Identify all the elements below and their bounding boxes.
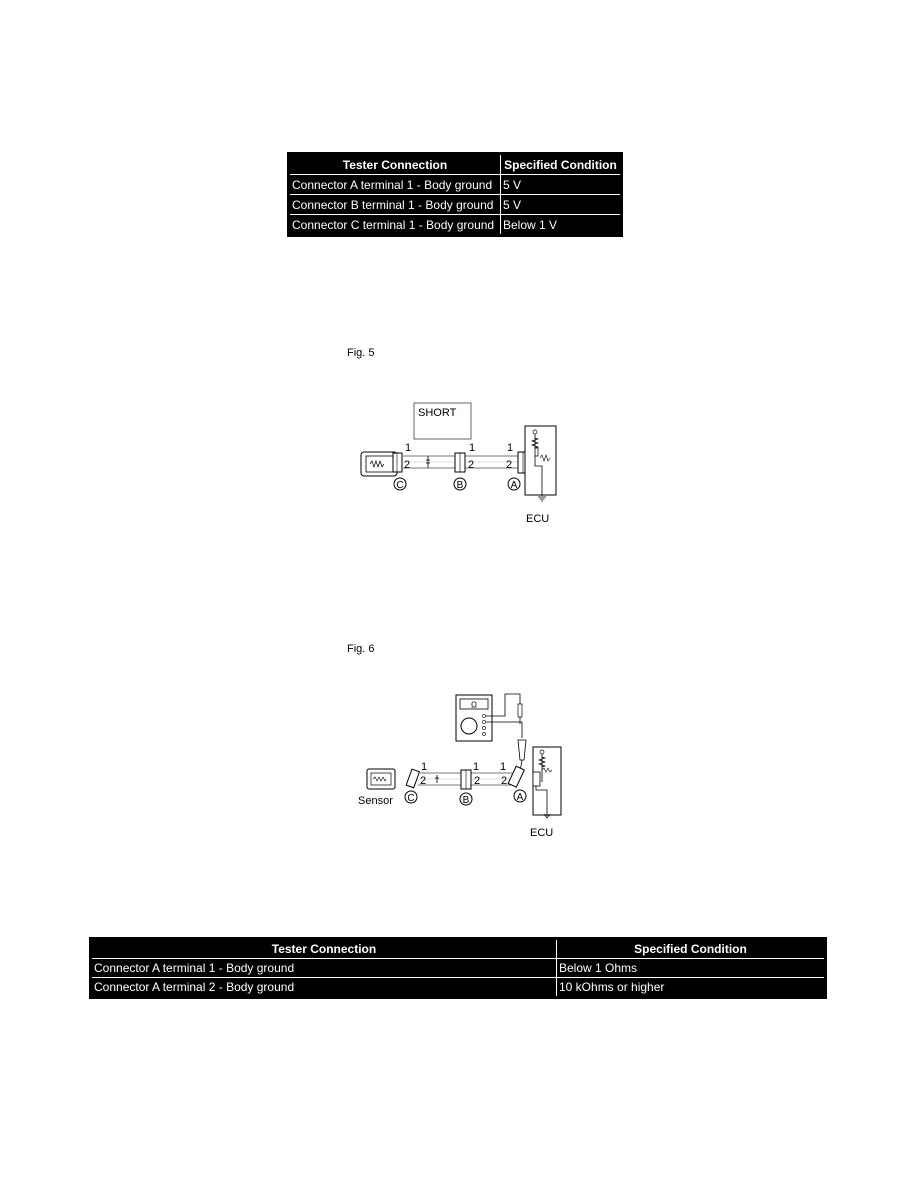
header-tester-connection: Tester Connection — [289, 154, 501, 175]
connector-a-label: A — [516, 792, 524, 803]
fig5-short-circuit-diagram — [355, 395, 570, 530]
pin-label: 1 — [500, 761, 507, 773]
connector-a-body — [508, 766, 524, 787]
multimeter-dial-icon — [461, 718, 477, 734]
pin-label: 1 — [507, 442, 514, 454]
sensor-label: Sensor — [358, 795, 393, 807]
cell-specified-condition: 10 kOhms or higher — [557, 978, 826, 998]
table-row — [289, 195, 621, 215]
table-header-row — [91, 939, 825, 959]
cell-tester-connection: Connector A terminal 2 - Body ground — [91, 978, 557, 998]
pin-label: 2 — [420, 775, 427, 787]
connector-c-label: C — [407, 793, 415, 804]
pin-label: 2 — [404, 459, 411, 471]
ecu-label: ECU — [526, 513, 550, 525]
probe-black — [518, 704, 522, 717]
ecu-label: ECU — [530, 827, 554, 839]
connector-c-label: C — [396, 480, 404, 491]
table-row — [91, 978, 825, 998]
fig6-resistance-check-diagram — [355, 690, 570, 840]
table-header-row — [289, 154, 621, 175]
cell-specified-condition: Below 1 V — [501, 215, 622, 236]
probe-red — [518, 740, 526, 760]
fig6-caption: Fig. 6 — [347, 643, 375, 655]
cell-tester-connection: Connector A terminal 1 - Body ground — [91, 959, 557, 978]
table-row — [289, 175, 621, 195]
pin-label: 1 — [473, 761, 480, 773]
cell-specified-condition: Below 1 Ohms — [557, 959, 826, 978]
pin-label: 2 — [474, 775, 481, 787]
cell-tester-connection: Connector A terminal 1 - Body ground — [289, 175, 501, 195]
short-label: SHORT — [418, 407, 457, 419]
pin-label: 1 — [421, 761, 428, 773]
header-specified-condition: Specified Condition — [557, 939, 826, 959]
voltage-spec-table — [288, 153, 622, 236]
header-specified-condition: Specified Condition — [501, 154, 622, 175]
cell-tester-connection: Connector C terminal 1 - Body ground — [289, 215, 501, 236]
connector-a-label: A — [510, 480, 518, 491]
pin-label: 1 — [405, 442, 412, 454]
connector-c-body — [406, 769, 419, 788]
connector-c-body — [393, 453, 402, 472]
cell-tester-connection: Connector B terminal 1 - Body ground — [289, 195, 501, 215]
cell-specified-condition: 5 V — [501, 195, 622, 215]
table-row — [289, 215, 621, 236]
connector-b-label: B — [462, 795, 470, 806]
pin-label: 2 — [501, 775, 508, 787]
connector-b-label: B — [456, 480, 464, 491]
pin-label: 2 — [506, 459, 513, 471]
cell-specified-condition: 5 V — [501, 175, 622, 195]
multimeter-display-text: Ω — [471, 700, 477, 710]
table-row — [91, 959, 825, 978]
header-tester-connection: Tester Connection — [91, 939, 557, 959]
pin-label: 2 — [468, 459, 475, 471]
resistance-spec-table — [90, 938, 826, 998]
fig5-caption: Fig. 5 — [347, 347, 375, 359]
ecu-body — [525, 426, 556, 495]
pin-label: 1 — [469, 442, 476, 454]
